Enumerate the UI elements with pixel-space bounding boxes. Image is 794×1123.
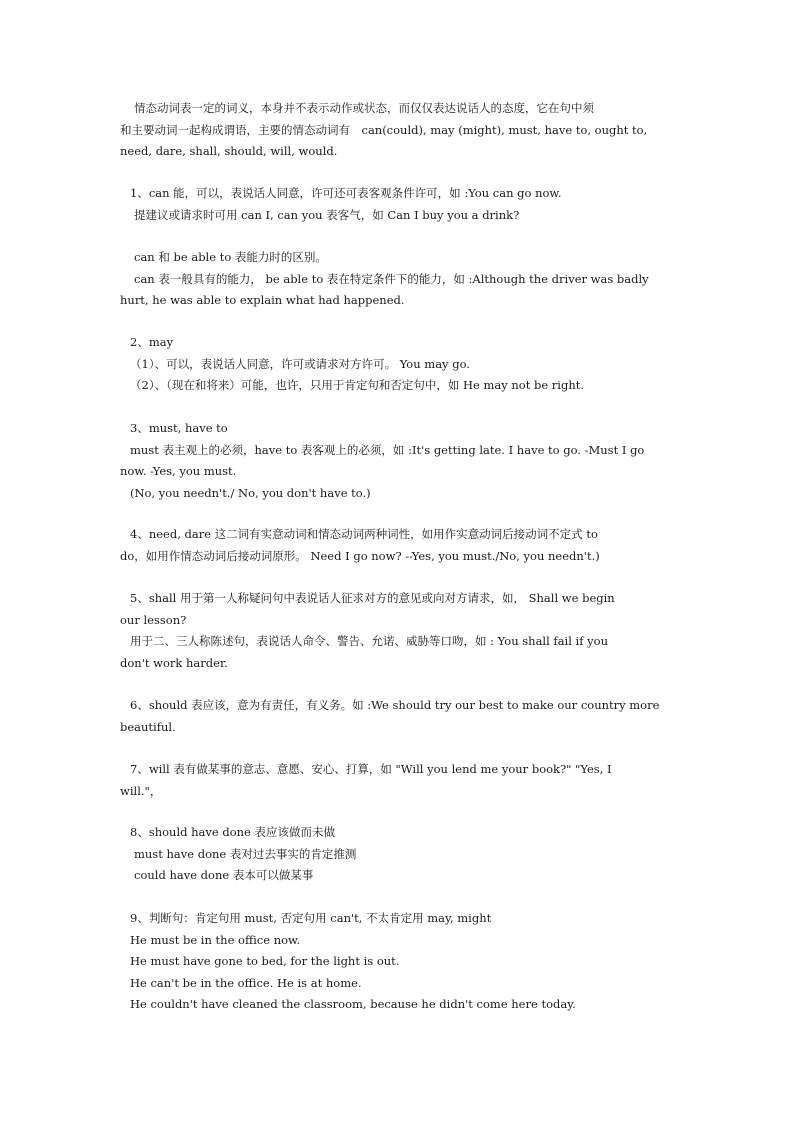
text-line: 6、should 表应该，意为有责任，有义务。如 :We should try our best to make our country more	[130, 698, 660, 712]
section-should	[120, 695, 665, 738]
text-line: need, dare, shall, should, will, would.	[120, 144, 338, 158]
text-line: must 表主观上的必须，have to 表客观上的必须，如 :It's getting late. I have to go. -Must I go	[130, 442, 645, 457]
text-line: don't work harder.	[120, 655, 228, 670]
text-line: （1）、可以，表说话人同意，许可或请求对方许可。 You may go.	[130, 356, 470, 371]
text-line: 1、can 能，可以，表说话人同意，许可还可表客观条件许可，如 :You can go now.	[130, 186, 562, 200]
text-line: 5、shall 用于第一人称疑问句中表说话人征求对方的意见或向对方请求，如， Shall we begin	[130, 591, 615, 605]
text-line: must have done 表对过去事实的肯定推测	[134, 846, 357, 861]
section-perfect-modals	[120, 822, 665, 887]
text-line: 4、need, dare 这二词有实意动词和情态动词两种词性，如用作实意动词后接动词不定式 to	[130, 527, 598, 541]
text-line: can 表一般具有的能力， be able to 表在特定条件下的能力，如 :Although the driver was badly	[134, 271, 649, 286]
text-line: 2、may	[130, 335, 174, 349]
text-line: (No, you needn't./ No, you don't have to.)	[130, 485, 371, 500]
section-deduction	[120, 908, 665, 1016]
text-line: could have done 表本可以做某事	[134, 868, 314, 882]
section-must-have-to	[120, 418, 665, 504]
text-line: He can't be in the office. He is at home.	[130, 975, 362, 990]
text-line: He must be in the office now.	[130, 932, 301, 947]
text-line: He must have gone to bed, for the light is out.	[130, 954, 400, 968]
text-line: 9、判断句：肯定句用 must, 否定句用 can't, 不太肯定用 may, might	[130, 911, 492, 925]
text-line: 和主要动词一起构成谓语，主要的情态动词有 can(could), may (might), must, have to, ought to,	[120, 122, 648, 137]
text-line: 7、will 表有做某事的意志、意愿、安心、打算，如 "Will you lend me your book?" "Yes, I	[130, 762, 612, 776]
section-need-dare	[120, 524, 665, 567]
text-line: now. -Yes, you must.	[120, 464, 237, 478]
intro-paragraph	[120, 98, 665, 163]
text-line: 8、should have done 表应该做而未做	[130, 825, 336, 839]
section-can	[120, 183, 665, 226]
text-line: hurt, he was able to explain what had happened.	[120, 293, 405, 307]
text-line: can 和 be able to 表能力时的区别。	[134, 250, 327, 264]
section-will	[120, 759, 665, 802]
text-line: 情态动词表一定的词义，本身并不表示动作或状态，而仅仅表达说话人的态度，它在句中须	[134, 101, 594, 115]
section-shall	[120, 588, 665, 674]
text-line: will."，	[120, 783, 162, 798]
section-may	[120, 332, 665, 397]
text-line: He couldn't have cleaned the classroom, because he didn't come here today.	[130, 997, 576, 1011]
text-line: 3、must, have to	[130, 421, 228, 435]
text-line: （2）、（现在和将来）可能，也许，只用于肯定句和否定句中，如 He may not be right.	[130, 378, 585, 392]
section-can-vs-be-able-to	[120, 247, 665, 312]
text-line: 提建议或请求时可用 can I, can you 表客气，如 Can I buy you a drink?	[134, 207, 520, 222]
text-line: 用于二、三人称陈述句，表说话人命令、警告、允诺、威胁等口吻，如 : You shall fail if you	[130, 634, 608, 648]
text-line: beautiful.	[120, 719, 176, 734]
text-line: do，如用作情态动词后接动词原形。 Need I go now? --Yes, you must./No, you needn't.)	[120, 548, 600, 563]
text-line: our lesson?	[120, 612, 187, 627]
